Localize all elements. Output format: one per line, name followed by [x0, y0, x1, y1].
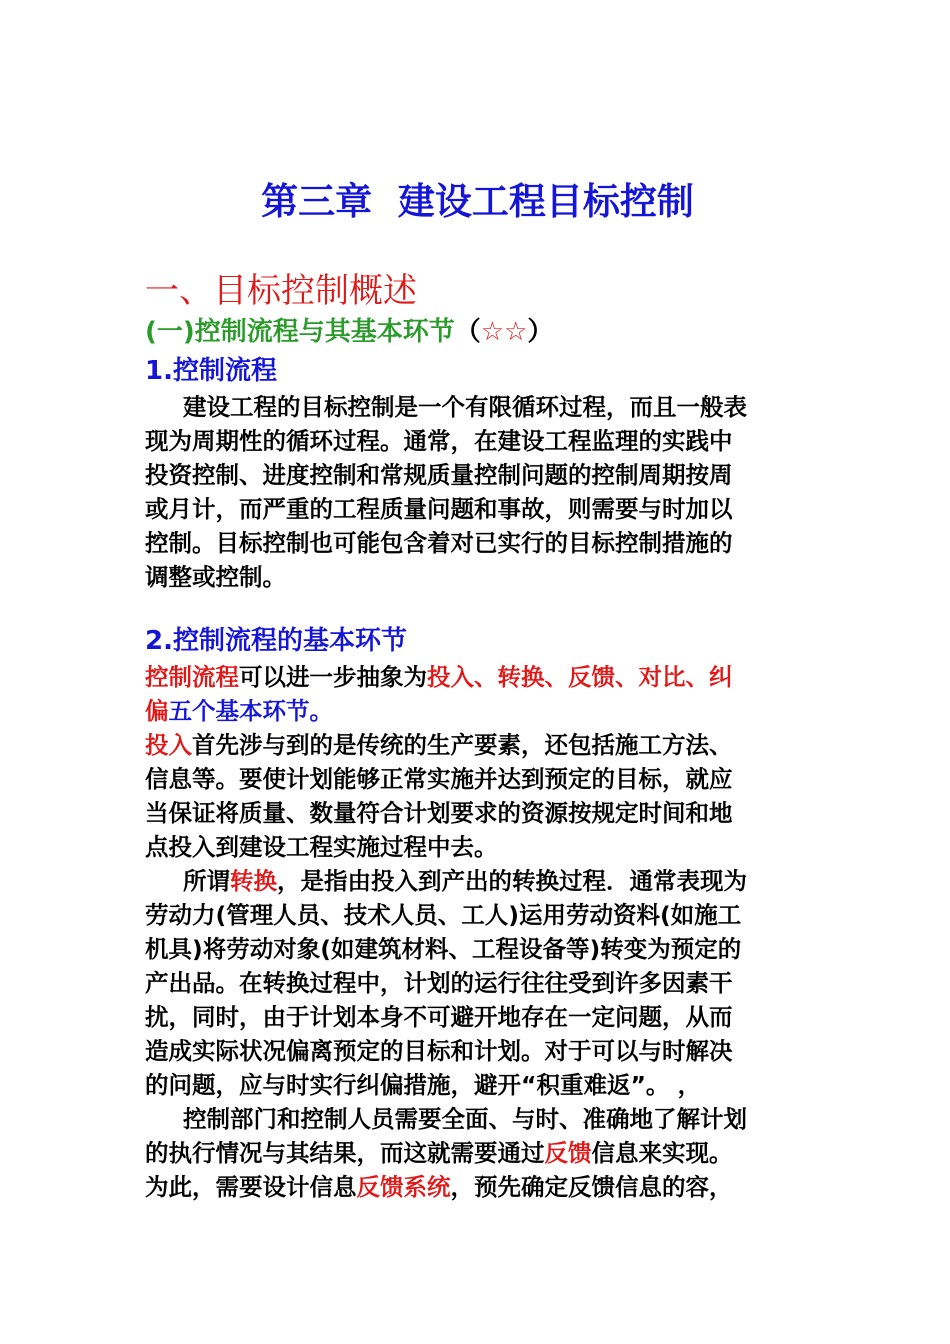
paragraph-line: 现为周期性的循环过程。通常，在建设工程监理的实践中 [145, 427, 733, 455]
paragraph-line: 的问题，应与时实行纠偏措施，避开“积重难返”。 ， [145, 1071, 702, 1099]
paragraph-line [145, 694, 810, 728]
paragraph-line: 建设工程的目标控制是一个有限循环过程，而且一般表 [183, 393, 747, 421]
term-steps-cont: 偏 [145, 697, 169, 725]
item-2-title: 2.控制流程的基本环节 [145, 626, 407, 656]
input-text: 首先涉与到的是传统的生产要素，还包括施工方法、 [192, 731, 733, 759]
feedback-text: 的执行情况与其结果，而这就需要通过 [145, 1139, 545, 1167]
paragraph-line: 劳动力(管理人员、技术人员、工人)运用劳动资料(如施工 [145, 901, 742, 929]
intro-text-end: 五个基本环节。 [168, 697, 333, 725]
feedback-text: 为此，需要设计信息 [145, 1173, 357, 1201]
item-1-title: 1.控制流程 [145, 356, 277, 386]
intro-text: 可以进一步抽象为 [239, 663, 427, 691]
star-rating-icon: ☆☆ [480, 317, 528, 347]
paragraph-line: 扰，同时，由于计划本身不可避开地存在一定问题，从而 [145, 1003, 733, 1031]
paragraph-line: 控制。目标控制也可能包含着对已实行的目标控制措施的 [145, 529, 733, 557]
term-feedback: 反馈 [544, 1139, 592, 1167]
feedback-paragraph [145, 1102, 810, 1204]
paragraph-line: 当保证将质量、数量符合计划要求的资源按规定时间和地 [145, 799, 733, 827]
paragraph-line: 点投入到建设工程实施过程中去。 [145, 833, 498, 861]
feedback-text: 信息来实现。 [591, 1139, 733, 1167]
paragraph-line [145, 1136, 810, 1170]
feedback-text: ，预先确定反馈信息的容， [450, 1173, 733, 1201]
paragraph-line: 投资控制、进度控制和常规质量控制问题的控制周期按周 [145, 461, 733, 489]
input-paragraph [145, 728, 810, 864]
transform-paragraph [145, 864, 810, 1102]
chapter-title: 第三章 建设工程目标控制 [261, 180, 694, 223]
paragraph-line: 调整或控制。 [145, 563, 286, 591]
paragraph-line: 机具)将劳动对象(如建筑材料、工程设备等)转变为预定的 [145, 935, 742, 963]
section-title: 一、目标控制概述 [145, 271, 417, 311]
subsection-title [145, 314, 553, 350]
subsection-title-text: (一)控制流程与其基本环节 [145, 317, 455, 347]
term-steps: 投入、转换、反馈、对比、纠 [427, 663, 733, 691]
paragraph-line [145, 728, 810, 762]
term-feedback-system: 反馈系统 [356, 1173, 451, 1201]
paragraph-line [145, 660, 810, 694]
paragraph-line [145, 864, 810, 898]
term-transform: 转换 [230, 867, 277, 895]
item-2-intro-paragraph [145, 660, 810, 728]
transform-prefix: 所谓 [183, 867, 230, 895]
paragraph-line [145, 1170, 810, 1204]
paragraph-line: 控制部门和控制人员需要全面、与时、准确地了解计划 [183, 1105, 747, 1133]
term-input: 投入 [145, 731, 192, 759]
subsection-paren-open: （ [454, 317, 481, 347]
paragraph-line: 造成实际状况偏离预定的目标和计划。对于可以与时解决 [145, 1037, 733, 1065]
transform-text: ，是指由投入到产出的转换过程．通常表现为 [277, 867, 747, 895]
paragraph-line: 产出品。在转换过程中，计划的运行往往受到许多因素干 [145, 969, 733, 997]
paragraph-line: 信息等。要使计划能够正常实施并达到预定的目标，就应 [145, 765, 733, 793]
subsection-paren-close: ） [527, 317, 554, 347]
item-1-paragraph [145, 390, 810, 594]
paragraph-line: 或月计，而严重的工程质量问题和事故，则需要与时加以 [145, 495, 733, 523]
term-control-flow: 控制流程 [145, 663, 239, 691]
